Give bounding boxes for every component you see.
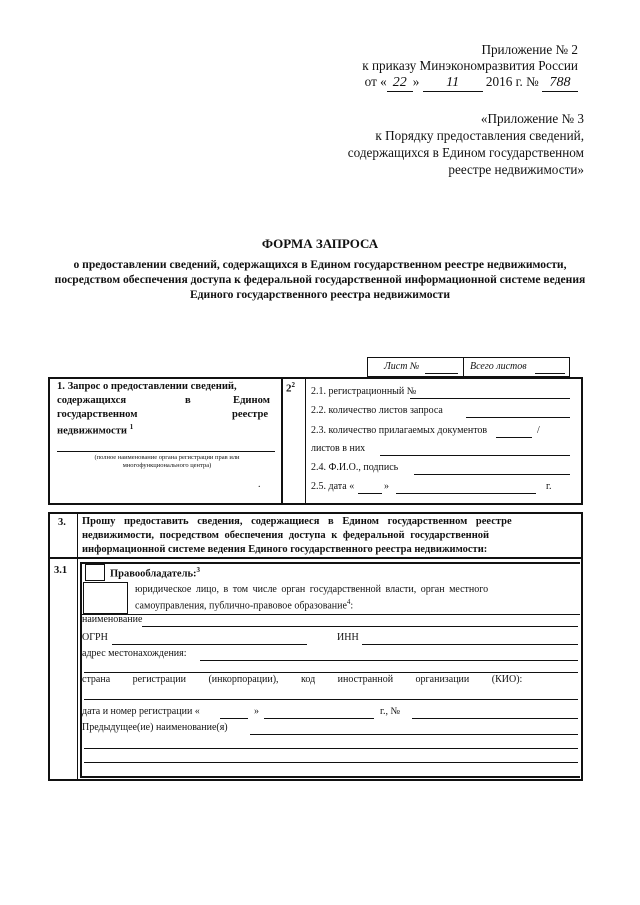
regdate-quote: »: [254, 706, 259, 717]
reg-number-label: 2.1. регистрационный №: [311, 386, 417, 397]
legal-entity-text: [135, 598, 353, 611]
prev-names-field[interactable]: [250, 734, 578, 735]
org-caption: (полное наименование органа регистрации прав или многофункционального центра): [94, 454, 240, 469]
appendix-3-line2: к Порядку предоставления сведений,: [375, 128, 584, 143]
legal-entity-text: юридическое лицо, в том числе орган государственной власти, орган местного: [135, 584, 489, 595]
appendix-2: [362, 42, 578, 92]
total-sheets-label: Всего листов: [470, 361, 527, 372]
order-month: 11: [423, 75, 483, 92]
country-label: страна регистрации (инкорпорации), код иностранной организации (КИО):: [82, 674, 523, 685]
address-field[interactable]: [200, 660, 578, 661]
legal-entity-checkbox[interactable]: [83, 582, 128, 614]
fio-label: 2.4. Ф.И.О., подпись: [311, 462, 399, 473]
appendix-3-title: «Приложение № 3: [480, 111, 584, 126]
docs-sheets-label: листов в них: [311, 443, 366, 454]
owner-label-text: Правообладатель:: [110, 568, 197, 580]
section-3-text: Прошу предоставить сведения, содержащиеся в Едином государственном реестре: [82, 516, 512, 527]
section-3-text: информационной системе ведения Единого государственного реестра недвижимости:: [82, 544, 488, 555]
address-field-2[interactable]: [84, 672, 578, 673]
section-1-heading-word: [57, 423, 133, 437]
footnote-ref: 1: [129, 423, 134, 431]
appendix-2-date: от « 22 » 11 2016 г. № 788: [362, 74, 578, 92]
sheets-count-label: 2.2. количество листов запроса: [311, 405, 443, 416]
dot: .: [258, 479, 261, 490]
inn-field[interactable]: [362, 644, 578, 645]
appendix-2-title: Приложение № 2: [481, 42, 578, 57]
ogrn-label: ОГРН: [82, 632, 108, 643]
order-day: 22: [387, 75, 413, 92]
section-1-heading-word: в: [185, 395, 191, 406]
appendix-3-line3: содержащихся в Едином государственном: [347, 145, 584, 160]
appendix-3: [348, 110, 584, 178]
sheets-count-field[interactable]: [466, 417, 570, 418]
country-field[interactable]: [84, 699, 578, 700]
legal-entity-text-part: самоуправления, публично-правовое образование: [135, 600, 347, 612]
section-1-heading-word: Едином: [233, 395, 270, 406]
regdate-month-field[interactable]: [264, 718, 374, 719]
docs-count-field[interactable]: [496, 437, 532, 438]
slash: /: [537, 425, 540, 436]
date-quote: »: [384, 481, 389, 492]
footnote-ref: 3: [196, 566, 201, 574]
section-1-heading: 1. Запрос о предоставлении сведений,: [57, 381, 237, 392]
section-3-number: 3.: [58, 517, 66, 528]
page-title: ФОРМА ЗАПРОСА: [261, 236, 379, 251]
regdate-label: дата и номер регистрации «: [82, 706, 200, 717]
appendix-3-line4: реестре недвижимости»: [448, 162, 584, 177]
owner-checkbox[interactable]: [85, 564, 105, 581]
org-name-field[interactable]: [57, 451, 275, 452]
colon: :: [350, 600, 354, 612]
regdate-number-field[interactable]: [412, 718, 578, 719]
section-1-heading-word: реестре: [232, 409, 269, 420]
prev-names-label: Предыдущее(ие) наименование(я): [82, 722, 228, 733]
prev-names-field-3[interactable]: [84, 762, 578, 763]
appendix-2-order: к приказу Минэкономразвития России: [362, 58, 578, 73]
sheet-label: Лист №: [384, 361, 420, 372]
section-2-number-text: 2: [286, 382, 292, 395]
section-1-heading-word: недвижимости: [57, 425, 128, 437]
section-31-number: 3.1: [54, 565, 68, 576]
date-month-field[interactable]: [396, 493, 536, 494]
date-year-suffix: г.: [546, 481, 552, 492]
regdate-day-field[interactable]: [220, 718, 248, 719]
docs-count-label: 2.3. количество прилагаемых документов: [311, 425, 488, 436]
section-1-heading-word: государственном: [57, 409, 138, 420]
regdate-number-label: г., №: [380, 706, 401, 717]
total-sheets-field[interactable]: [535, 373, 565, 374]
owner-label: [110, 566, 200, 580]
prev-names-field-2[interactable]: [84, 748, 578, 749]
address-label: адрес местонахождения:: [82, 648, 187, 659]
footnote-ref: 2: [291, 381, 295, 389]
date-day-field[interactable]: [358, 493, 382, 494]
sheet-number-field[interactable]: [425, 373, 458, 374]
section-2-number: [286, 381, 295, 395]
date-label: 2.5. дата «: [311, 481, 355, 492]
footnote-ref: 4: [346, 598, 351, 606]
name-field[interactable]: [142, 626, 578, 627]
ogrn-field[interactable]: [112, 644, 307, 645]
section-3-text: недвижимости, посредством обеспечения доступа к федеральной государственной: [82, 530, 490, 541]
order-number: 788: [542, 75, 578, 92]
name-label: наименование: [82, 614, 143, 625]
fio-field[interactable]: [414, 474, 570, 475]
section-1-heading-word: содержащихся: [57, 395, 127, 406]
inn-label: ИНН: [337, 632, 359, 643]
reg-number-field[interactable]: [410, 398, 570, 399]
docs-sheets-field[interactable]: [380, 455, 570, 456]
page-subtitle: о предоставлении сведений, содержащихся в Едином государственном реестре недвижимости, посредством обеспечения доступа к федеральной государственной информационной системе ведения Единого государственного реестра недвижимости: [54, 258, 586, 301]
